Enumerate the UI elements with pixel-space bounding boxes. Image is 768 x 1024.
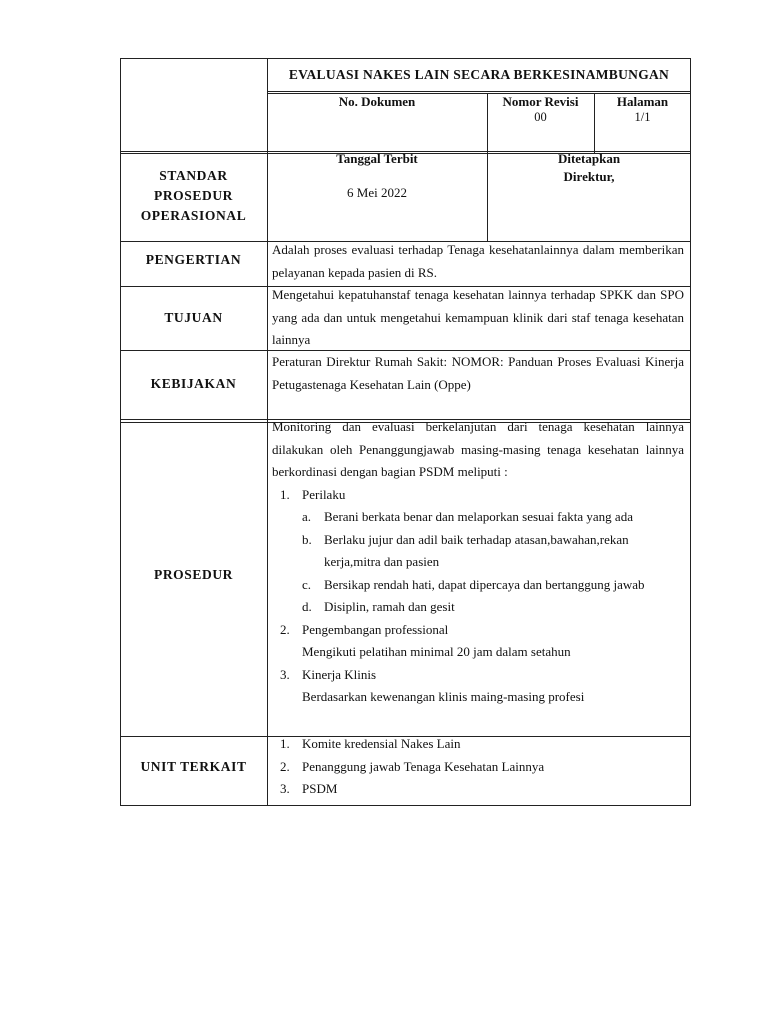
sub-list-text: Berani berkata benar dan melaporkan sesuai fakta yang ada <box>324 509 633 524</box>
sub-list-letter: a. <box>302 509 312 524</box>
tujuan-label: TUJUAN <box>164 310 223 325</box>
sub-list-item <box>272 529 684 574</box>
list-item-text: Komite kredensial Nakes Lain <box>302 736 461 751</box>
sub-list-text: Bersikap rendah hati, dapat dipercaya dan bertanggung jawab <box>324 576 645 592</box>
sub-list-text: Disiplin, ramah dan gesit <box>324 599 455 614</box>
sop-label-line: PROSEDUR <box>153 188 234 203</box>
prosedur-content <box>272 416 684 709</box>
list-item <box>272 756 684 779</box>
sub-list-item <box>272 506 684 529</box>
list-number: 3. <box>280 781 290 796</box>
nomor-revisi-label: Nomor Revisi <box>502 94 579 109</box>
no-dokumen-label: No. Dokumen <box>338 94 416 109</box>
list-number: 1. <box>280 486 290 502</box>
tanggal-terbit-value: 6 Mei 2022 <box>347 185 407 200</box>
sub-list-item <box>272 574 684 597</box>
list-item-text: PSDM <box>302 781 338 796</box>
tujuan-text: Mengetahui kepatuhanstaf tenaga kesehatan lainnya terhadap SPKK dan SPO yang ada dan untuk mengetahui kemampuan klinik dari staf tenaga kesehatan lainnya <box>272 287 684 347</box>
sub-list-letter: d. <box>302 599 312 614</box>
list-number: 1. <box>280 736 290 751</box>
sop-label-line: STANDAR <box>159 168 228 183</box>
unit-terkait-label: UNIT TERKAIT <box>140 759 247 774</box>
sub-list <box>272 506 684 619</box>
unit-terkait-list <box>272 733 684 801</box>
sub-list-item <box>272 596 684 619</box>
sop-label <box>120 166 267 226</box>
prosedur-intro: Monitoring dan evaluasi berkelanjutan dari tenaga kesehatan lainnya dilakukan oleh Penanggungjawab masing-masing tenaga kesehatan lainnya berkordinasi dengan bagian PSDM meliputi : <box>272 419 684 479</box>
column-divider <box>267 58 268 806</box>
sop-label-line: OPERASIONAL <box>140 208 247 223</box>
list-item-text: Penanggung jawab Tenaga Kesehatan Lainnya <box>302 758 545 774</box>
prosedur-list <box>272 484 684 709</box>
direktur-label: Direktur, <box>563 169 615 184</box>
halaman-value: 1/1 <box>634 110 651 124</box>
ditetapkan-label: Ditetapkan <box>557 151 621 166</box>
kebijakan-text: Peraturan Direktur Rumah Sakit: NOMOR: Panduan Proses Evaluasi Kinerja Petugastenaga Kesehatan Lain (Oppe) <box>272 354 684 392</box>
divider <box>267 91 691 92</box>
list-number: 2. <box>280 758 290 774</box>
list-item <box>272 778 684 801</box>
pengertian-text: Adalah proses evaluasi terhadap Tenaga kesehatanlainnya dalam memberikan pelayanan kepada pasien di RS. <box>272 242 684 280</box>
list-item <box>272 619 684 664</box>
prosedur-label: PROSEDUR <box>153 567 234 582</box>
sub-list-letter: b. <box>302 531 312 547</box>
list-item <box>272 484 684 619</box>
list-item-detail: Mengikuti pelatihan minimal 20 jam dalam setahun <box>302 644 571 659</box>
list-item <box>272 733 684 756</box>
kebijakan-label: KEBIJAKAN <box>150 376 237 391</box>
list-item-title: Perilaku <box>302 486 346 502</box>
document-title: EVALUASI NAKES LAIN SECARA BERKESINAMBUNGAN <box>288 67 670 82</box>
tanggal-terbit-label: Tanggal Terbit <box>336 151 418 166</box>
list-number: 3. <box>280 666 290 682</box>
pengertian-label: PENGERTIAN <box>145 252 242 267</box>
sub-list-letter: c. <box>302 576 312 592</box>
list-item-title: Kinerja Klinis <box>302 666 377 682</box>
unit-terkait-content <box>272 733 684 801</box>
nomor-revisi-value: 00 <box>534 110 547 124</box>
sub-list-text: Berlaku jujur dan adil baik terhadap atasan,bawahan,rekan kerja,mitra dan pasien <box>324 531 629 569</box>
list-number: 2. <box>280 621 290 637</box>
list-item-title: Pengembangan professional <box>302 621 449 637</box>
list-item <box>272 664 684 709</box>
list-item-detail: Berdasarkan kewenangan klinis maing-masing profesi <box>302 689 585 704</box>
halaman-label: Halaman <box>616 94 669 109</box>
